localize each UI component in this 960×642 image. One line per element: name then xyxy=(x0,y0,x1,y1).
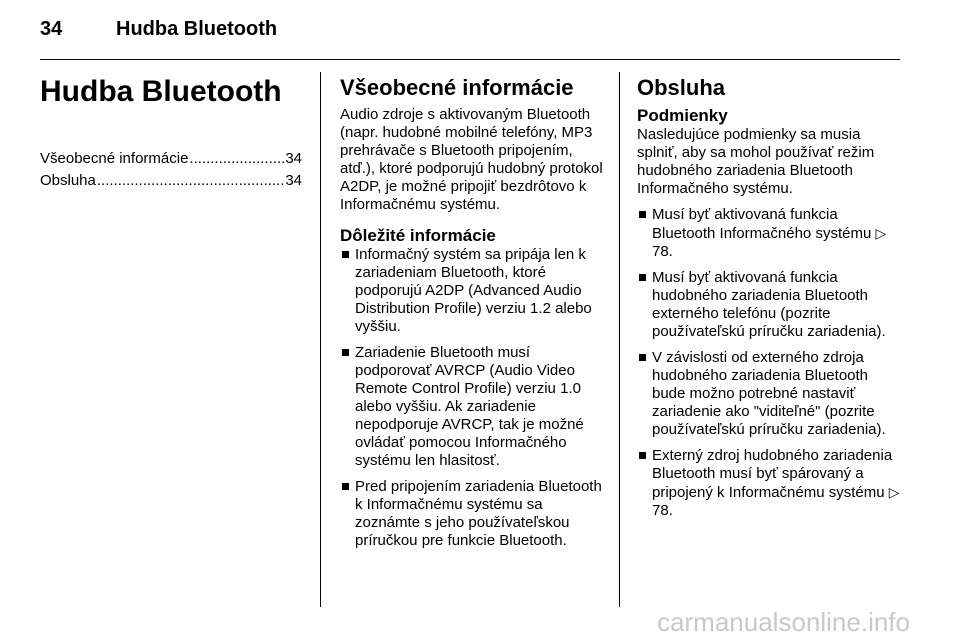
bullet-square-icon xyxy=(639,211,646,218)
general-info-column xyxy=(340,74,604,558)
subheading-conditions: Podmienky xyxy=(637,106,728,125)
list-item-text: Informačný systém sa pripája len k zariadeniam Bluetooth, ktoré podporujú A2DP (Advanced Audio Distribution Profile) verziu 1.2 alebo vyššiu. xyxy=(355,246,592,335)
list-item-text: V závislosti od externého zdroja hudobného zariadenia Bluetooth bude možno potrebné nastaviť zariadenie ako "viditeľné" (pozrite používateľskú príručku zariadenia). xyxy=(652,349,886,438)
list-item xyxy=(637,269,903,341)
section-heading-operation: Obsluha xyxy=(637,75,726,100)
list-item-text: Externý zdroj hudobného zariadenia Bluetooth musí byť spárovaný a pripojený k Informačnému systému xyxy=(652,447,893,501)
header-title: Hudba Bluetooth xyxy=(116,18,278,40)
toc-entry-label: Obsluha xyxy=(40,172,96,189)
bullet-square-icon xyxy=(639,452,646,459)
conditions-intro: Nasledujúce podmienky sa musia splniť, aby sa mohol používať režim hudobného zariadenia Bluetooth Informačného systému. xyxy=(637,126,875,197)
table-of-contents xyxy=(40,150,302,194)
list-item-text: Pred pripojením zariadenia Bluetooth k Informačnému systému sa zoznámte s jeho používateľskou príručkou pre funkcie Bluetooth. xyxy=(355,478,602,549)
toc-entry-operation[interactable] xyxy=(40,172,302,194)
bullet-square-icon xyxy=(342,251,349,258)
bullet-square-icon xyxy=(342,349,349,356)
page-reference[interactable]: 78. xyxy=(652,502,673,519)
chapter-title: Hudba Bluetooth xyxy=(40,75,282,108)
bullet-square-icon xyxy=(342,483,349,490)
list-item xyxy=(637,206,903,261)
toc-column xyxy=(40,74,302,194)
page-reference-icon: ▷ xyxy=(875,225,887,241)
page-number: 34 xyxy=(40,18,63,40)
general-info-intro: Audio zdroje s aktivovaným Bluetooth (napr. hudobné mobilné telefóny, MP3 prehrávače s Bluetooth pripojením, atď.), ktoré podporujú hudobný protokol A2DP, je možné pripojiť bezdrôtovo k Informačnému systému. xyxy=(340,106,603,213)
important-info-list xyxy=(340,246,604,550)
column-divider-1 xyxy=(320,72,321,607)
toc-leader-dots xyxy=(97,172,284,190)
operation-column xyxy=(637,74,903,528)
bullet-square-icon xyxy=(639,354,646,361)
conditions-list xyxy=(637,206,903,520)
list-item xyxy=(340,246,604,336)
toc-entry-general-info[interactable] xyxy=(40,150,302,172)
column-divider-2 xyxy=(619,72,620,607)
bullet-square-icon xyxy=(639,274,646,281)
toc-entry-page: 34 xyxy=(285,172,302,189)
toc-entry-page: 34 xyxy=(285,150,302,167)
page-reference[interactable]: 78. xyxy=(652,243,673,260)
list-item xyxy=(340,344,604,470)
list-item xyxy=(637,349,903,439)
list-item-text: Musí byť aktivovaná funkcia hudobného zariadenia Bluetooth externého telefónu (pozrite používateľskú príručku zariadenia). xyxy=(652,269,886,340)
list-item xyxy=(637,447,903,520)
section-heading-general-info: Všeobecné informácie xyxy=(340,75,574,100)
toc-entry-label: Všeobecné informácie xyxy=(40,150,189,167)
list-item-text: Musí byť aktivovaná funkcia Bluetooth Informačného systému xyxy=(652,206,872,242)
toc-leader-dots xyxy=(189,150,284,168)
watermark: carmanualsonline.info xyxy=(657,607,910,637)
list-item-text: Zariadenie Bluetooth musí podporovať AVRCP (Audio Video Remote Control Profile) verziu 1.0 alebo vyššiu. Ak zariadenie nepodporuje AVRCP, tak je možné ovládať pomocou Informačného systému len hlasitosť. xyxy=(355,344,584,469)
page-reference-icon: ▷ xyxy=(888,484,900,500)
header-rule xyxy=(40,59,900,60)
list-item xyxy=(340,478,604,550)
subheading-important-info: Dôležité informácie xyxy=(340,226,496,245)
